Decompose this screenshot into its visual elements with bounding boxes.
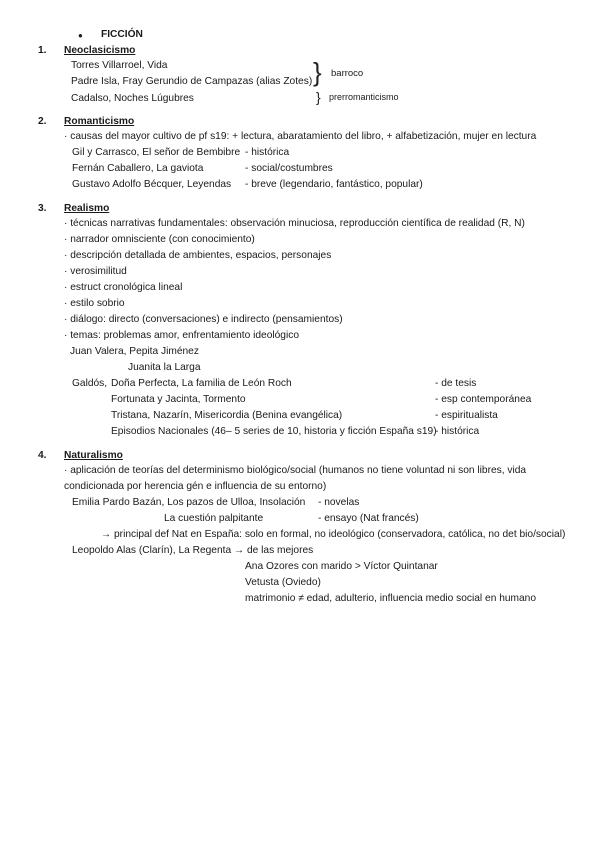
brace-prerromanticismo: } (316, 89, 321, 105)
section-2-number: 2. (38, 116, 47, 127)
galdos-note-4: - histórica (435, 426, 480, 437)
galdos-note-1: - de tesis (435, 378, 477, 389)
romanticismo-work-3: Gustavo Adolfo Bécquer, Leyendas (72, 179, 232, 190)
galdos-note-2: - esp contemporánea (435, 394, 532, 405)
regenta-note-1: Ana Ozores con marido > Víctor Quintanar (245, 561, 438, 572)
section-3-number: 3. (38, 203, 47, 214)
section-1-number: 1. (38, 45, 47, 56)
section-2-title: Romanticismo (64, 116, 135, 127)
galdos-note-3: - espiritualista (435, 410, 498, 421)
galdos-author: Galdós, (72, 378, 108, 389)
principal-def-line: → principal def Nat en España: solo en formal, no ideológico (conservadora, católica, no det bio/social) (101, 529, 566, 540)
valera-line: Juan Valera, Pepita Jiménez (70, 346, 199, 357)
galdos-work-1: Doña Perfecta, La familia de León Roch (111, 378, 292, 389)
section-4-title: Naturalismo (64, 450, 123, 461)
alas-line: Leopoldo Alas (Clarín), La Regenta → de las mejores (72, 545, 314, 556)
realismo-item-3: · descripción detallada de ambientes, espacios, personajes (64, 250, 332, 261)
title-bullet: ● (78, 31, 83, 40)
romanticismo-causes: · causas del mayor cultivo de pf s19: + lectura, abaratamiento del libro, + alfabetización, mujer en lectura (64, 131, 537, 142)
realismo-item-7: · diálogo: directo (conversaciones) e indirecto (pensamientos) (64, 314, 343, 325)
cuestion-palpitante: La cuestión palpitante (164, 513, 264, 524)
prerromanticismo-label: prerromanticismo (329, 92, 399, 102)
neoclasicismo-line-3: Cadalso, Noches Lúgubres (71, 93, 194, 104)
galdos-work-4: Episodios Nacionales (46– 5 series de 10, historia y ficción España s19) (111, 426, 437, 437)
brace-barroco: } (313, 57, 322, 87)
romanticismo-note-3: - breve (legendario, fantástico, popular) (245, 179, 423, 190)
realismo-item-1: · técnicas narrativas fundamentales: observación minuciosa, reproducción científica de realidad (R, N) (64, 218, 525, 229)
galdos-work-2: Fortunata y Jacinta, Tormento (111, 394, 246, 405)
page-title: FICCIÓN (101, 29, 143, 40)
realismo-item-5: · estruct cronológica lineal (64, 282, 183, 293)
realismo-item-6: · estilo sobrio (64, 298, 125, 309)
romanticismo-work-1: Gil y Carrasco, El señor de Bembibre (72, 147, 241, 158)
section-4-number: 4. (38, 450, 47, 461)
naturalismo-intro-2: condicionada por herencia gén e influencia de su entorno) (64, 481, 327, 492)
section-3-title: Realismo (64, 203, 110, 214)
romanticismo-note-1: - histórica (245, 147, 290, 158)
neoclasicismo-line-1: Torres Villarroel, Vida (71, 60, 168, 71)
realismo-item-8: · temas: problemas amor, enfrentamiento ideológico (64, 330, 299, 341)
realismo-item-4: · verosimilitud (64, 266, 127, 277)
regenta-note-3: matrimonio ≠ edad, adulterio, influencia medio social en humano (245, 593, 537, 604)
regenta-note-2: Vetusta (Oviedo) (245, 577, 321, 588)
galdos-work-3: Tristana, Nazarín, Misericordia (Benina evangélica) (111, 410, 343, 421)
naturalismo-intro-1: · aplicación de teorías del determinismo biológico/social (humanos no tiene voluntad ni son libres, vida (64, 465, 527, 476)
neoclasicismo-line-2: Padre Isla, Fray Gerundio de Campazas (alias Zotes) (71, 76, 313, 87)
realismo-item-2: · narrador omnisciente (con conocimiento) (64, 234, 255, 245)
section-1-title: Neoclasicismo (64, 45, 136, 56)
romanticismo-note-2: - social/costumbres (245, 163, 333, 174)
cuestion-palpitante-note: - ensayo (Nat francés) (318, 513, 419, 524)
romanticismo-work-2: Fernán Caballero, La gaviota (72, 163, 204, 174)
pardo-bazan-note: - novelas (318, 497, 360, 508)
pardo-bazan-line: Emilia Pardo Bazán, Los pazos de Ulloa, Insolación (72, 497, 306, 508)
barroco-label: barroco (331, 68, 364, 79)
valera-line-2: Juanita la Larga (128, 362, 201, 373)
